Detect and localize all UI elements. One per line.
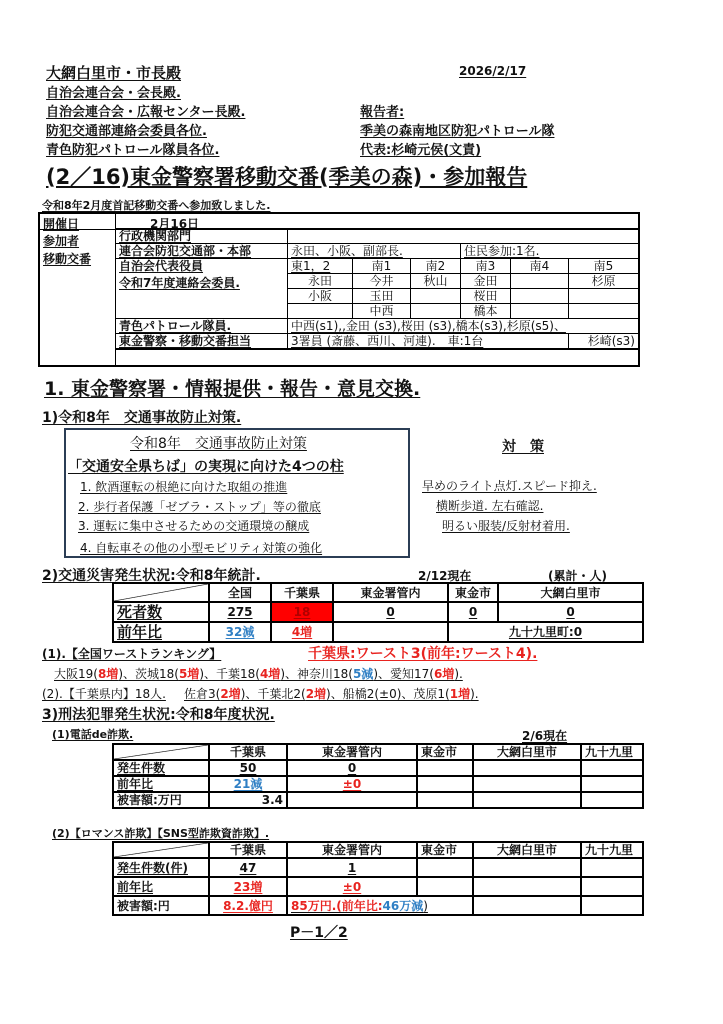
chiba-inside-line: 佐倉3(2増)、千葉北2(2増)、船橋2(±0)、茂原1(1増). xyxy=(184,687,479,701)
recipient-association-chair: 自治会連合会・会長殿. xyxy=(46,86,181,101)
col-header: 東金市 xyxy=(417,842,473,858)
deaths-togane-station: 0 xyxy=(333,602,448,622)
recipient-committee: 防犯交通部連絡会委員各位. xyxy=(46,124,207,139)
col-header: 東金署管内 xyxy=(287,842,417,858)
district-member: 小阪 xyxy=(288,289,353,304)
row-label: 発生件数(件) xyxy=(113,858,209,877)
ranking-label: (1).【全国ワーストランキング】 xyxy=(42,647,222,661)
district-member: 桜田 xyxy=(461,289,511,304)
pillars-subtitle: 「交通安全県ちば」の実現に向けた4つの柱 xyxy=(68,459,344,475)
pillar-item: 2. 歩行者保護「ゼブラ・ストップ」等の徹底 xyxy=(78,500,321,514)
district-member xyxy=(511,274,569,289)
deaths-chiba: 18 xyxy=(271,602,333,622)
reporter-org: 季美の森南地区防犯パトロール隊 xyxy=(360,124,555,139)
col-header: 千葉県 xyxy=(271,583,333,602)
col-header: 東金市 xyxy=(448,583,498,602)
resident-count: 住民参加:1名. xyxy=(461,244,640,259)
deaths-togane-city: 0 xyxy=(448,602,498,622)
fraud1-date: 2/6現在 xyxy=(522,729,568,743)
cell xyxy=(473,896,581,915)
rep-labels xyxy=(116,259,288,319)
cell xyxy=(417,792,473,808)
district-header: 南2 xyxy=(411,259,461,274)
cell xyxy=(581,877,643,896)
district-member xyxy=(411,304,461,319)
district-member: 金田 xyxy=(461,274,511,289)
yoy-national: 32減 xyxy=(209,622,271,642)
hq-label: 連合会防犯交通部・本部 xyxy=(116,244,288,259)
pillars-title: 令和8年 交通事故防止対策 xyxy=(130,436,307,452)
hq-value: 永田、小阪、副部長. xyxy=(288,244,461,259)
cell xyxy=(581,776,643,792)
cell xyxy=(581,760,643,776)
ranking-line: 大阪19(8増)、茨城18(5増)、千葉18(4増)、神奈川18(5減)、愛知17(6増). xyxy=(54,667,463,681)
recipient-mayor: 大網白里市・市長殿 xyxy=(46,64,182,82)
yoy-chiba: 4増 xyxy=(271,622,333,642)
cell xyxy=(581,858,643,877)
col-header: 東金署管内 xyxy=(287,744,417,760)
district-header: 南3 xyxy=(461,259,511,274)
patrol-members: 中西(s1),,金田 (s3),桜田 (s3),橋本(s3),杉原(s5)、 xyxy=(288,319,640,334)
recipient-patrol: 青色防犯パトロール隊員各位. xyxy=(46,143,220,158)
yoy-label: 前年比 xyxy=(113,622,209,642)
reporter-label: 報告者: xyxy=(360,105,405,120)
district-member: 玉田 xyxy=(353,289,411,304)
admin-value xyxy=(288,229,640,244)
phone-fraud-table xyxy=(112,743,644,809)
fraud2-label: (2)【ロマンス詐欺】【SNS型詐欺資詐欺】. xyxy=(52,827,270,840)
fraud1-label: (1)電話de詐欺. xyxy=(52,728,134,741)
police-label: 東金警察・移動交番担当 xyxy=(116,334,288,350)
district-member xyxy=(411,289,461,304)
deaths-label: 死者数 xyxy=(113,602,209,622)
participant-label: 参加者 xyxy=(43,234,80,248)
rep-label-2: 令和7年度連絡会委員. xyxy=(119,276,240,290)
district-member: 永田 xyxy=(288,274,353,289)
subsection-crime-stats: 3)刑法犯罪発生状況:令和8年度状況. xyxy=(42,707,275,723)
cell: 1 xyxy=(287,858,417,877)
measure-item: 早めのライト点灯.スピード抑え. xyxy=(422,479,597,493)
district-member xyxy=(569,289,640,304)
cell xyxy=(473,776,581,792)
district-header: 東1，2 xyxy=(288,259,353,274)
kujukuri-deaths: 九十九里町:0 xyxy=(448,622,643,642)
district-member: 今井 xyxy=(353,274,411,289)
subsection-traffic-measures: 1)令和8年 交通事故防止対策. xyxy=(42,410,242,426)
event-label: 移動交番 xyxy=(43,252,92,266)
page-title: (2／16)東金警察署移動交番(季美の森)・参加報告 xyxy=(46,165,528,189)
col-header: 大網白里市 xyxy=(473,744,581,760)
cell: 21減 xyxy=(209,776,287,792)
date-label: 開催日 xyxy=(43,217,80,231)
cell: ±0 xyxy=(287,776,417,792)
col-header: 九十九里 xyxy=(581,842,643,858)
col-header: 東金市 xyxy=(417,744,473,760)
col-header: 大網白里市 xyxy=(498,583,643,602)
cell xyxy=(473,792,581,808)
col-header: 千葉県 xyxy=(209,744,287,760)
cell: 47 xyxy=(209,858,287,877)
row-label: 被害額:万円 xyxy=(113,792,209,808)
district-header: 南5 xyxy=(569,259,640,274)
district-header: 南4 xyxy=(511,259,569,274)
district-member: 中西 xyxy=(353,304,411,319)
cell: 0 xyxy=(287,760,417,776)
traffic-stats-date: 2/12現在 xyxy=(418,569,472,583)
traffic-stats-table xyxy=(112,582,644,643)
deaths-national: 275 xyxy=(209,602,271,622)
cell xyxy=(417,877,473,896)
patrol-label: 青色パトロール隊員. xyxy=(116,319,288,334)
row-label: 発生件数 xyxy=(113,760,209,776)
damage-togane-station: 85万円.(前年比:46万減) xyxy=(287,896,473,915)
reporter-representative: 代表:杉崎元侯(文責) xyxy=(360,143,482,158)
cell xyxy=(287,792,417,808)
col-header: 全国 xyxy=(209,583,271,602)
cell xyxy=(581,792,643,808)
cell: 3.4 xyxy=(209,792,287,808)
pillar-item: 1. 飲酒運転の根絶に向けた取組の推進 xyxy=(80,480,288,494)
rep-label-1: 自治会代表役員 xyxy=(119,259,204,273)
row-label: 前年比 xyxy=(113,877,209,896)
report-date: 2026/2/17 xyxy=(459,64,527,78)
cell xyxy=(581,896,643,915)
cell xyxy=(473,877,581,896)
col-header: 東金署管内 xyxy=(333,583,448,602)
cell: 23増 xyxy=(209,877,287,896)
district-member xyxy=(569,304,640,319)
intro-text: 令和8年2月度首記移動交番へ参加致しました. xyxy=(42,199,271,212)
subsection-traffic-stats: 2)交通災害発生状況:令和8年統計. xyxy=(42,568,261,584)
pillar-item: 3. 運転に集中させるための交通環境の醸成 xyxy=(78,519,310,533)
district-member: 杉原 xyxy=(569,274,640,289)
chiba-inside-label: (2).【千葉県内】18人. xyxy=(42,687,166,701)
page-number: P－1／2 xyxy=(290,925,348,941)
ranking-chiba: 千葉県:ワースト3(前年:ワースト4). xyxy=(308,646,538,662)
cell xyxy=(417,858,473,877)
date-value: 2月16日 xyxy=(150,217,200,231)
district-header: 南1 xyxy=(353,259,411,274)
cell: 8.2.億円 xyxy=(209,896,287,915)
district-member: 秋山 xyxy=(411,274,461,289)
cell xyxy=(473,858,581,877)
district-member: 橋本 xyxy=(461,304,511,319)
deaths-oamishirasato: 0 xyxy=(498,602,643,622)
district-member xyxy=(511,304,569,319)
measures-title: 対 策 xyxy=(502,439,544,455)
section1-title: 1. 東金警察署・情報提供・報告・意見交換. xyxy=(44,378,421,400)
district-member xyxy=(288,304,353,319)
col-header: 九十九里 xyxy=(581,744,643,760)
cell: 50 xyxy=(209,760,287,776)
col-header: 千葉県 xyxy=(209,842,287,858)
cell: ±0 xyxy=(287,877,417,896)
police-extra: 杉崎(s3) xyxy=(569,334,640,350)
row-label: 前年比 xyxy=(113,776,209,792)
measure-item: 横断歩道. 左右確認. xyxy=(436,499,544,513)
cell xyxy=(417,760,473,776)
row-label: 被害額:円 xyxy=(113,896,209,915)
admin-label: 行政機関部門 xyxy=(116,229,288,244)
yoy-togane-station xyxy=(333,622,448,642)
cell xyxy=(417,776,473,792)
cell xyxy=(473,760,581,776)
pillar-item: 4. 自転車その他の小型モビリティ対策の強化 xyxy=(80,541,323,555)
measure-item: 明るい服装/反射材着用. xyxy=(442,519,570,533)
district-member xyxy=(511,289,569,304)
traffic-stats-unit: (累計・人) xyxy=(548,569,607,583)
recipient-pr-center: 自治会連合会・広報センター長殿. xyxy=(46,105,246,120)
police-value: 3署員 (斎藤、西川、河連). 車:1台 xyxy=(288,334,569,350)
romance-fraud-table xyxy=(112,841,644,916)
participants-detail xyxy=(115,228,640,350)
col-header: 大網白里市 xyxy=(473,842,581,858)
